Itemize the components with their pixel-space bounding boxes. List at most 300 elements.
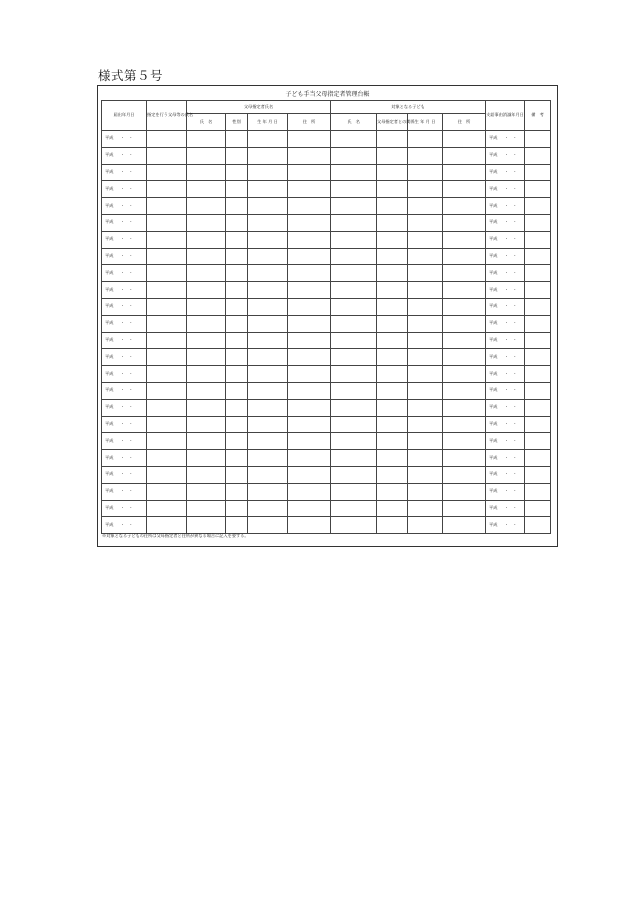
loss-date-cell[interactable] [486,147,525,164]
designee-name-cell[interactable] [187,298,226,315]
filing-date-cell[interactable] [102,198,147,215]
child-birth-cell[interactable] [408,416,443,433]
remarks-cell[interactable] [525,214,551,231]
child-birth-cell[interactable] [408,231,443,248]
designee-address-cell[interactable] [288,483,331,500]
child-birth-cell[interactable] [408,198,443,215]
designee-name-cell[interactable] [187,265,226,282]
loss-date-cell[interactable] [486,131,525,148]
child-address-cell[interactable] [443,164,486,181]
child-name-cell[interactable] [331,450,377,467]
filing-date-cell[interactable] [102,332,147,349]
designee-sex-cell[interactable] [226,248,248,265]
child-name-cell[interactable] [331,248,377,265]
loss-date-cell[interactable] [486,315,525,332]
remarks-cell[interactable] [525,366,551,383]
remarks-cell[interactable] [525,315,551,332]
filing-date-cell[interactable] [102,433,147,450]
remarks-cell[interactable] [525,131,551,148]
designator-cell[interactable] [147,164,187,181]
child-name-cell[interactable] [331,332,377,349]
loss-date-cell[interactable] [486,483,525,500]
designee-sex-cell[interactable] [226,399,248,416]
designee-address-cell[interactable] [288,382,331,399]
designee-address-cell[interactable] [288,517,331,534]
child-address-cell[interactable] [443,450,486,467]
child-birth-cell[interactable] [408,332,443,349]
filing-date-cell[interactable] [102,382,147,399]
child-name-cell[interactable] [331,366,377,383]
designee-address-cell[interactable] [288,315,331,332]
designee-name-cell[interactable] [187,366,226,383]
child-relation-cell[interactable] [377,433,408,450]
designee-birth-cell[interactable] [248,517,288,534]
designator-cell[interactable] [147,214,187,231]
child-name-cell[interactable] [331,466,377,483]
designee-birth-cell[interactable] [248,298,288,315]
designee-name-cell[interactable] [187,500,226,517]
designee-birth-cell[interactable] [248,198,288,215]
loss-date-cell[interactable] [486,366,525,383]
designator-cell[interactable] [147,181,187,198]
child-birth-cell[interactable] [408,298,443,315]
designee-name-cell[interactable] [187,450,226,467]
child-address-cell[interactable] [443,282,486,299]
child-relation-cell[interactable] [377,214,408,231]
child-birth-cell[interactable] [408,399,443,416]
child-relation-cell[interactable] [377,164,408,181]
designee-name-cell[interactable] [187,349,226,366]
child-relation-cell[interactable] [377,332,408,349]
loss-date-cell[interactable] [486,517,525,534]
designee-address-cell[interactable] [288,416,331,433]
designee-sex-cell[interactable] [226,131,248,148]
designator-cell[interactable] [147,265,187,282]
child-birth-cell[interactable] [408,131,443,148]
remarks-cell[interactable] [525,349,551,366]
child-birth-cell[interactable] [408,248,443,265]
designator-cell[interactable] [147,500,187,517]
remarks-cell[interactable] [525,181,551,198]
designee-sex-cell[interactable] [226,433,248,450]
designee-name-cell[interactable] [187,282,226,299]
designator-cell[interactable] [147,416,187,433]
child-relation-cell[interactable] [377,450,408,467]
filing-date-cell[interactable] [102,517,147,534]
loss-date-cell[interactable] [486,500,525,517]
loss-date-cell[interactable] [486,164,525,181]
designee-name-cell[interactable] [187,214,226,231]
child-relation-cell[interactable] [377,282,408,299]
child-birth-cell[interactable] [408,517,443,534]
designee-birth-cell[interactable] [248,366,288,383]
designee-sex-cell[interactable] [226,315,248,332]
designator-cell[interactable] [147,483,187,500]
loss-date-cell[interactable] [486,181,525,198]
remarks-cell[interactable] [525,164,551,181]
designee-birth-cell[interactable] [248,315,288,332]
remarks-cell[interactable] [525,416,551,433]
designee-sex-cell[interactable] [226,214,248,231]
remarks-cell[interactable] [525,282,551,299]
designee-name-cell[interactable] [187,181,226,198]
designee-birth-cell[interactable] [248,349,288,366]
child-birth-cell[interactable] [408,315,443,332]
filing-date-cell[interactable] [102,131,147,148]
child-address-cell[interactable] [443,483,486,500]
child-address-cell[interactable] [443,332,486,349]
designee-birth-cell[interactable] [248,181,288,198]
child-address-cell[interactable] [443,399,486,416]
designee-address-cell[interactable] [288,399,331,416]
child-relation-cell[interactable] [377,349,408,366]
child-relation-cell[interactable] [377,483,408,500]
designee-birth-cell[interactable] [248,433,288,450]
designee-name-cell[interactable] [187,198,226,215]
child-relation-cell[interactable] [377,315,408,332]
designee-sex-cell[interactable] [226,298,248,315]
child-address-cell[interactable] [443,181,486,198]
child-address-cell[interactable] [443,214,486,231]
designee-sex-cell[interactable] [226,450,248,467]
filing-date-cell[interactable] [102,214,147,231]
loss-date-cell[interactable] [486,433,525,450]
remarks-cell[interactable] [525,517,551,534]
loss-date-cell[interactable] [486,282,525,299]
filing-date-cell[interactable] [102,483,147,500]
designee-address-cell[interactable] [288,366,331,383]
filing-date-cell[interactable] [102,450,147,467]
filing-date-cell[interactable] [102,265,147,282]
designee-name-cell[interactable] [187,131,226,148]
designator-cell[interactable] [147,147,187,164]
child-birth-cell[interactable] [408,181,443,198]
designator-cell[interactable] [147,450,187,467]
designee-address-cell[interactable] [288,433,331,450]
child-name-cell[interactable] [331,382,377,399]
designee-address-cell[interactable] [288,164,331,181]
loss-date-cell[interactable] [486,416,525,433]
filing-date-cell[interactable] [102,315,147,332]
child-birth-cell[interactable] [408,382,443,399]
child-birth-cell[interactable] [408,450,443,467]
child-address-cell[interactable] [443,517,486,534]
loss-date-cell[interactable] [486,332,525,349]
designee-name-cell[interactable] [187,164,226,181]
loss-date-cell[interactable] [486,198,525,215]
designee-name-cell[interactable] [187,231,226,248]
designee-address-cell[interactable] [288,248,331,265]
designee-address-cell[interactable] [288,349,331,366]
date-era: 平成 [489,152,498,158]
child-birth-cell[interactable] [408,282,443,299]
child-address-cell[interactable] [443,500,486,517]
designator-cell[interactable] [147,332,187,349]
date-era: 平成 [489,454,498,460]
remarks-cell[interactable] [525,483,551,500]
remarks-cell[interactable] [525,382,551,399]
child-name-cell[interactable] [331,349,377,366]
designee-birth-cell[interactable] [248,282,288,299]
date-separators: ・ ・ [120,169,133,175]
designee-address-cell[interactable] [288,214,331,231]
footnote: ※対象となる子どもの住所は父母指定者と住所が異なる場合に記入を要する。 [102,533,249,538]
child-address-cell[interactable] [443,131,486,148]
remarks-cell[interactable] [525,433,551,450]
designee-sex-cell[interactable] [226,147,248,164]
child-name-cell[interactable] [331,265,377,282]
remarks-cell[interactable] [525,265,551,282]
designee-birth-cell[interactable] [248,483,288,500]
designee-sex-cell[interactable] [226,416,248,433]
designee-birth-cell[interactable] [248,416,288,433]
loss-date-cell[interactable] [486,466,525,483]
designator-cell[interactable] [147,231,187,248]
child-name-cell[interactable] [331,517,377,534]
remarks-cell[interactable] [525,450,551,467]
child-address-cell[interactable] [443,231,486,248]
loss-date-cell[interactable] [486,248,525,265]
designator-cell[interactable] [147,198,187,215]
child-name-cell[interactable] [331,131,377,148]
child-address-cell[interactable] [443,248,486,265]
filing-date-cell[interactable] [102,181,147,198]
filing-date-cell[interactable] [102,500,147,517]
date-separators: ・ ・ [120,320,133,326]
child-relation-cell[interactable] [377,131,408,148]
designee-name-cell[interactable] [187,147,226,164]
child-relation-cell[interactable] [377,399,408,416]
child-birth-cell[interactable] [408,147,443,164]
child-address-cell[interactable] [443,298,486,315]
child-name-cell[interactable] [331,500,377,517]
designee-name-cell[interactable] [187,466,226,483]
child-relation-cell[interactable] [377,147,408,164]
ledger-form [97,85,558,547]
designee-sex-cell[interactable] [226,198,248,215]
designee-address-cell[interactable] [288,147,331,164]
filing-date-cell[interactable] [102,248,147,265]
designee-sex-cell[interactable] [226,517,248,534]
designee-sex-cell[interactable] [226,483,248,500]
remarks-cell[interactable] [525,500,551,517]
child-address-cell[interactable] [443,366,486,383]
child-birth-cell[interactable] [408,466,443,483]
child-name-cell[interactable] [331,483,377,500]
designee-name-cell[interactable] [187,315,226,332]
loss-date-cell[interactable] [486,450,525,467]
loss-date-cell[interactable] [486,382,525,399]
designee-name-cell[interactable] [187,517,226,534]
designee-birth-cell[interactable] [248,265,288,282]
child-name-cell[interactable] [331,416,377,433]
child-relation-cell[interactable] [377,366,408,383]
child-birth-cell[interactable] [408,433,443,450]
remarks-cell[interactable] [525,231,551,248]
child-relation-cell[interactable] [377,416,408,433]
designator-cell[interactable] [147,382,187,399]
designee-sex-cell[interactable] [226,382,248,399]
designator-cell[interactable] [147,399,187,416]
designee-sex-cell[interactable] [226,181,248,198]
designator-cell[interactable] [147,349,187,366]
child-birth-cell[interactable] [408,483,443,500]
remarks-cell[interactable] [525,147,551,164]
designee-birth-cell[interactable] [248,248,288,265]
designee-address-cell[interactable] [288,181,331,198]
remarks-cell[interactable] [525,399,551,416]
child-address-cell[interactable] [443,416,486,433]
designee-address-cell[interactable] [288,231,331,248]
child-address-cell[interactable] [443,433,486,450]
loss-date-cell[interactable] [486,214,525,231]
designator-cell[interactable] [147,517,187,534]
child-relation-cell[interactable] [377,231,408,248]
designee-sex-cell[interactable] [226,332,248,349]
designee-sex-cell[interactable] [226,231,248,248]
designee-birth-cell[interactable] [248,164,288,181]
designee-name-cell[interactable] [187,382,226,399]
designee-birth-cell[interactable] [248,450,288,467]
designee-name-cell[interactable] [187,483,226,500]
designee-address-cell[interactable] [288,198,331,215]
child-relation-cell[interactable] [377,466,408,483]
filing-date-cell[interactable] [102,416,147,433]
filing-date-cell[interactable] [102,147,147,164]
child-address-cell[interactable] [443,265,486,282]
designee-name-cell[interactable] [187,399,226,416]
loss-date-cell[interactable] [486,298,525,315]
designee-birth-cell[interactable] [248,500,288,517]
date-separators: ・ ・ [504,286,517,292]
child-relation-cell[interactable] [377,198,408,215]
designee-sex-cell[interactable] [226,366,248,383]
child-name-cell[interactable] [331,147,377,164]
remarks-cell[interactable] [525,332,551,349]
filing-date-cell[interactable] [102,466,147,483]
designator-cell[interactable] [147,131,187,148]
designee-name-cell[interactable] [187,433,226,450]
child-name-cell[interactable] [331,315,377,332]
table-row [102,147,551,164]
designee-sex-cell[interactable] [226,282,248,299]
remarks-cell[interactable] [525,466,551,483]
child-relation-cell[interactable] [377,517,408,534]
child-name-cell[interactable] [331,298,377,315]
child-relation-cell[interactable] [377,382,408,399]
child-address-cell[interactable] [443,147,486,164]
child-name-cell[interactable] [331,198,377,215]
child-address-cell[interactable] [443,315,486,332]
designee-birth-cell[interactable] [248,214,288,231]
child-address-cell[interactable] [443,349,486,366]
child-name-cell[interactable] [331,231,377,248]
designee-sex-cell[interactable] [226,500,248,517]
designee-name-cell[interactable] [187,248,226,265]
designee-sex-cell[interactable] [226,349,248,366]
child-address-cell[interactable] [443,198,486,215]
designee-address-cell[interactable] [288,265,331,282]
filing-date-cell[interactable] [102,366,147,383]
child-address-cell[interactable] [443,382,486,399]
filing-date-cell[interactable] [102,164,147,181]
child-relation-cell[interactable] [377,181,408,198]
designee-sex-cell[interactable] [226,466,248,483]
designator-cell[interactable] [147,366,187,383]
date-era: 平成 [489,303,498,309]
remarks-cell[interactable] [525,248,551,265]
child-relation-cell[interactable] [377,248,408,265]
designator-cell[interactable] [147,298,187,315]
date-era: 平成 [105,253,114,259]
designee-address-cell[interactable] [288,450,331,467]
child-birth-cell[interactable] [408,164,443,181]
child-name-cell[interactable] [331,399,377,416]
designee-name-cell[interactable] [187,416,226,433]
child-name-cell[interactable] [331,214,377,231]
designator-cell[interactable] [147,433,187,450]
child-birth-cell[interactable] [408,214,443,231]
remarks-cell[interactable] [525,198,551,215]
loss-date-cell[interactable] [486,349,525,366]
designator-cell[interactable] [147,315,187,332]
child-birth-cell[interactable] [408,265,443,282]
filing-date-cell[interactable] [102,298,147,315]
child-birth-cell[interactable] [408,366,443,383]
designator-cell[interactable] [147,248,187,265]
child-name-cell[interactable] [331,282,377,299]
designee-sex-cell[interactable] [226,164,248,181]
designee-address-cell[interactable] [288,131,331,148]
designee-birth-cell[interactable] [248,147,288,164]
child-birth-cell[interactable] [408,500,443,517]
filing-date-cell[interactable] [102,282,147,299]
date-separators: ・ ・ [504,421,517,427]
designee-sex-cell[interactable] [226,265,248,282]
filing-date-cell[interactable] [102,231,147,248]
designee-address-cell[interactable] [288,332,331,349]
child-relation-cell[interactable] [377,500,408,517]
child-relation-cell[interactable] [377,298,408,315]
child-birth-cell[interactable] [408,349,443,366]
designee-address-cell[interactable] [288,500,331,517]
child-name-cell[interactable] [331,164,377,181]
loss-date-cell[interactable] [486,265,525,282]
designee-address-cell[interactable] [288,466,331,483]
filing-date-cell[interactable] [102,349,147,366]
designee-birth-cell[interactable] [248,332,288,349]
designee-birth-cell[interactable] [248,131,288,148]
designee-birth-cell[interactable] [248,466,288,483]
child-relation-cell[interactable] [377,265,408,282]
designee-address-cell[interactable] [288,282,331,299]
child-name-cell[interactable] [331,433,377,450]
designator-cell[interactable] [147,466,187,483]
designee-name-cell[interactable] [187,332,226,349]
date-era: 平成 [489,202,498,208]
filing-date-cell[interactable] [102,399,147,416]
designee-birth-cell[interactable] [248,231,288,248]
child-address-cell[interactable] [443,466,486,483]
child-name-cell[interactable] [331,181,377,198]
designee-address-cell[interactable] [288,298,331,315]
designee-birth-cell[interactable] [248,382,288,399]
remarks-cell[interactable] [525,298,551,315]
loss-date-cell[interactable] [486,399,525,416]
loss-date-cell[interactable] [486,231,525,248]
designator-cell[interactable] [147,282,187,299]
designee-birth-cell[interactable] [248,399,288,416]
